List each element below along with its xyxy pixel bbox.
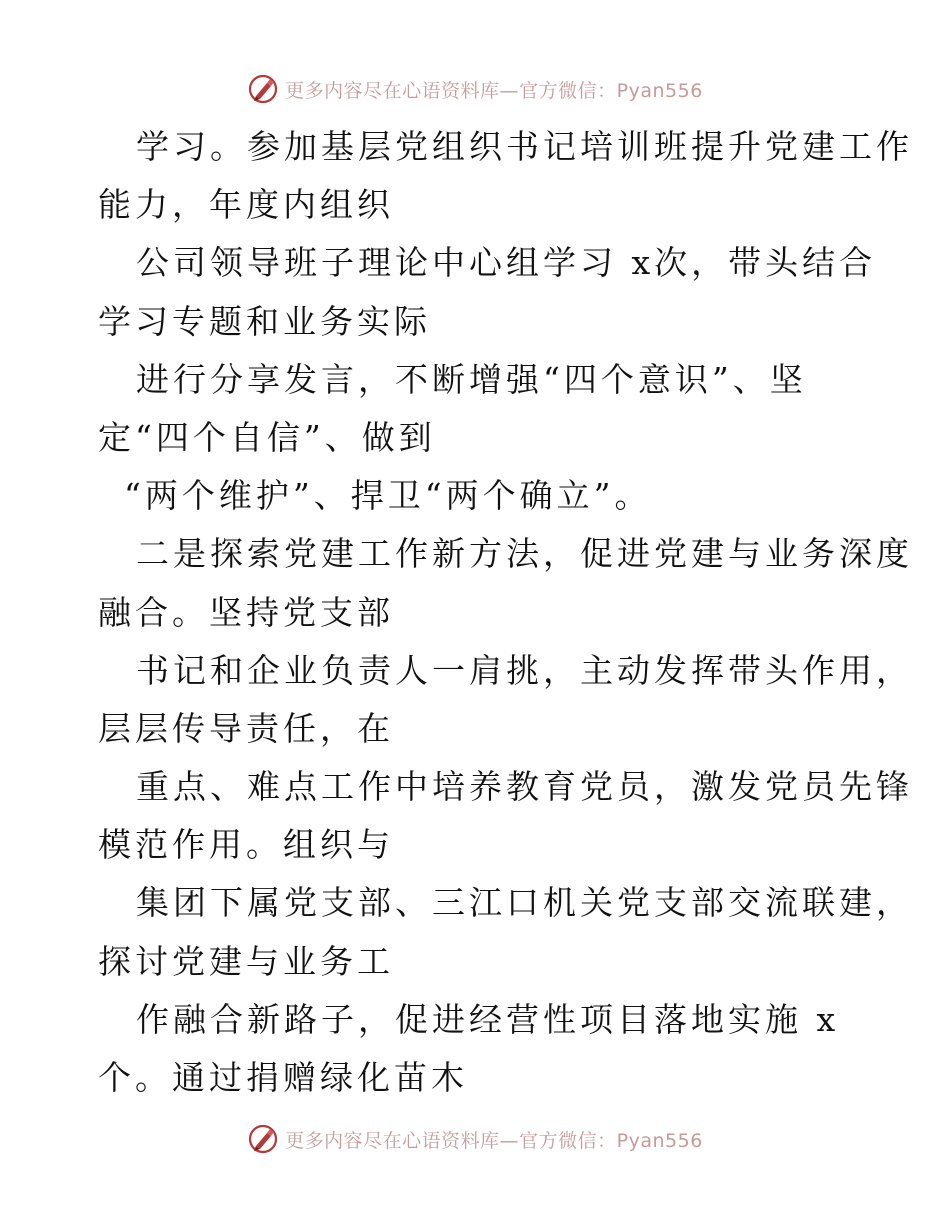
text-line: 模范作用。组织与 <box>98 825 394 865</box>
text-line: 个。通过捐赠绿化苗木 <box>98 1058 468 1097</box>
text-line: 学习。参加基层党组织书记培训班提升党建工作 <box>136 127 913 166</box>
text-line: 书记和企业负责人一肩挑，主动发挥带头作用， <box>136 650 913 690</box>
header-watermark <box>0 72 950 106</box>
footer-watermark-text: 更多内容尽在心语资料库—官方微信：Pyan556 <box>285 1129 703 1152</box>
text-line: 融合。坚持党支部 <box>98 592 394 632</box>
text-line: 进行分享发言，不断增强“四个意识”、坚 <box>136 359 807 399</box>
pen-logo-icon <box>247 73 279 105</box>
footer-watermark <box>0 1122 950 1156</box>
text-line: 探讨党建与业务工 <box>98 941 394 981</box>
text-line: “两个维护”、捍卫“两个确立”。 <box>124 476 652 516</box>
text-line: 学习专题和业务实际 <box>98 301 431 341</box>
text-line: 公司领导班子理论中心组学习 x次，带头结合 <box>136 243 877 283</box>
text-line: 重点、难点工作中培养教育党员，激发党员先锋 <box>136 767 913 807</box>
text-line: 作融合新路子，促进经营性项目落地实施 x <box>136 999 840 1039</box>
document-body <box>98 118 913 1107</box>
header-watermark-text: 更多内容尽在心语资料库—官方微信：Pyan556 <box>285 79 703 102</box>
text-line: 定“四个自信”、做到 <box>98 417 436 457</box>
text-line: 集团下属党支部、三江口机关党支部交流联建， <box>136 883 913 923</box>
text-line: 能力，年度内组织 <box>98 185 394 225</box>
text-line: 二是探索党建工作新方法，促进党建与业务深度 <box>136 534 913 574</box>
text-line: 层层传导责任，在 <box>98 708 394 748</box>
pen-logo-icon <box>247 1123 279 1155</box>
